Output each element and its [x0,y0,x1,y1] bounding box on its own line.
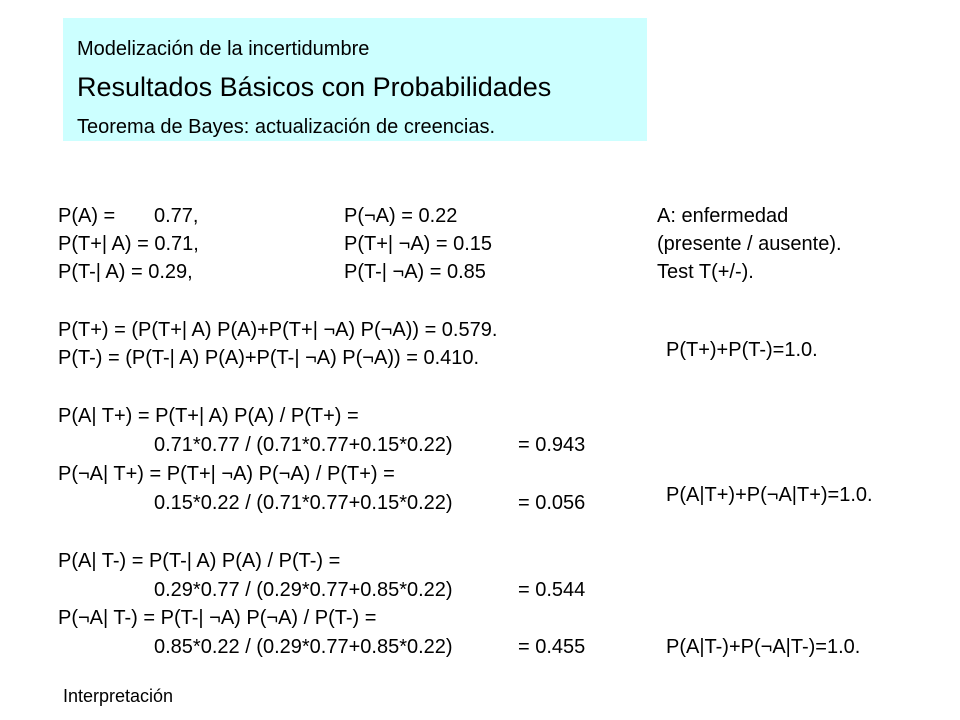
slide-topic: Teorema de Bayes: actualización de creencias. [77,116,496,138]
bayes-a-tneg-formula: P(A| T-) = P(T-| A) P(A) / P(T-) = [58,550,341,572]
total-tneg: P(T-) = (P(T-| A) P(A)+P(T-| ¬A) P(¬A)) = 0.410. [58,347,480,369]
bayes-a-tpos-expr: 0.71*0.77 / (0.71*0.77+0.15*0.22) [154,434,453,456]
bayes-a-tpos-result: = 0.943 [518,434,586,456]
bayes-na-tpos-expr: 0.15*0.22 / (0.71*0.77+0.15*0.22) [154,492,453,514]
param-pTnegA: P(T-| A) = 0.29, [58,261,193,283]
legend-line-3: Test T(+/-). [657,261,754,283]
param-pTposA: P(T+| A) = 0.71, [58,233,199,255]
param-pTnegNotA: P(T-| ¬A) = 0.85 [344,261,486,283]
title-box [63,18,647,141]
bayes-a-tpos-formula: P(A| T+) = P(T+| A) P(A) / P(T+) = [58,405,359,427]
bayes-a-tneg-result: = 0.544 [518,579,586,601]
param-pA-value: 0.77, [154,205,199,227]
legend-line-1: A: enfermedad [657,205,789,227]
slide-title: Resultados Básicos con Probabilidades [77,72,552,102]
legend-line-2: (presente / ausente). [657,233,842,255]
param-pA-label: P(A) = [58,205,116,227]
bayes-na-tneg-expr: 0.85*0.22 / (0.29*0.77+0.85*0.22) [154,636,453,658]
bayes-a-tneg-expr: 0.29*0.77 / (0.29*0.77+0.85*0.22) [154,579,453,601]
interpretation-heading: Interpretación [63,686,174,706]
bayes-tneg-check: P(A|T-)+P(¬A|T-)=1.0. [666,636,861,658]
bayes-na-tneg-formula: P(¬A| T-) = P(T-| ¬A) P(¬A) / P(T-) = [58,607,377,629]
total-tpos: P(T+) = (P(T+| A) P(A)+P(T+| ¬A) P(¬A)) = 0.579. [58,319,498,341]
total-check: P(T+)+P(T-)=1.0. [666,339,818,361]
param-pNotA: P(¬A) = 0.22 [344,205,458,227]
bayes-na-tneg-result: = 0.455 [518,636,586,658]
slide-subtitle: Modelización de la incertidumbre [77,38,370,60]
bayes-tpos-check: P(A|T+)+P(¬A|T+)=1.0. [666,484,873,506]
bayes-na-tpos-result: = 0.056 [518,492,586,514]
param-pTposNotA: P(T+| ¬A) = 0.15 [344,233,493,255]
bayes-na-tpos-formula: P(¬A| T+) = P(T+| ¬A) P(¬A) / P(T+) = [58,463,395,485]
